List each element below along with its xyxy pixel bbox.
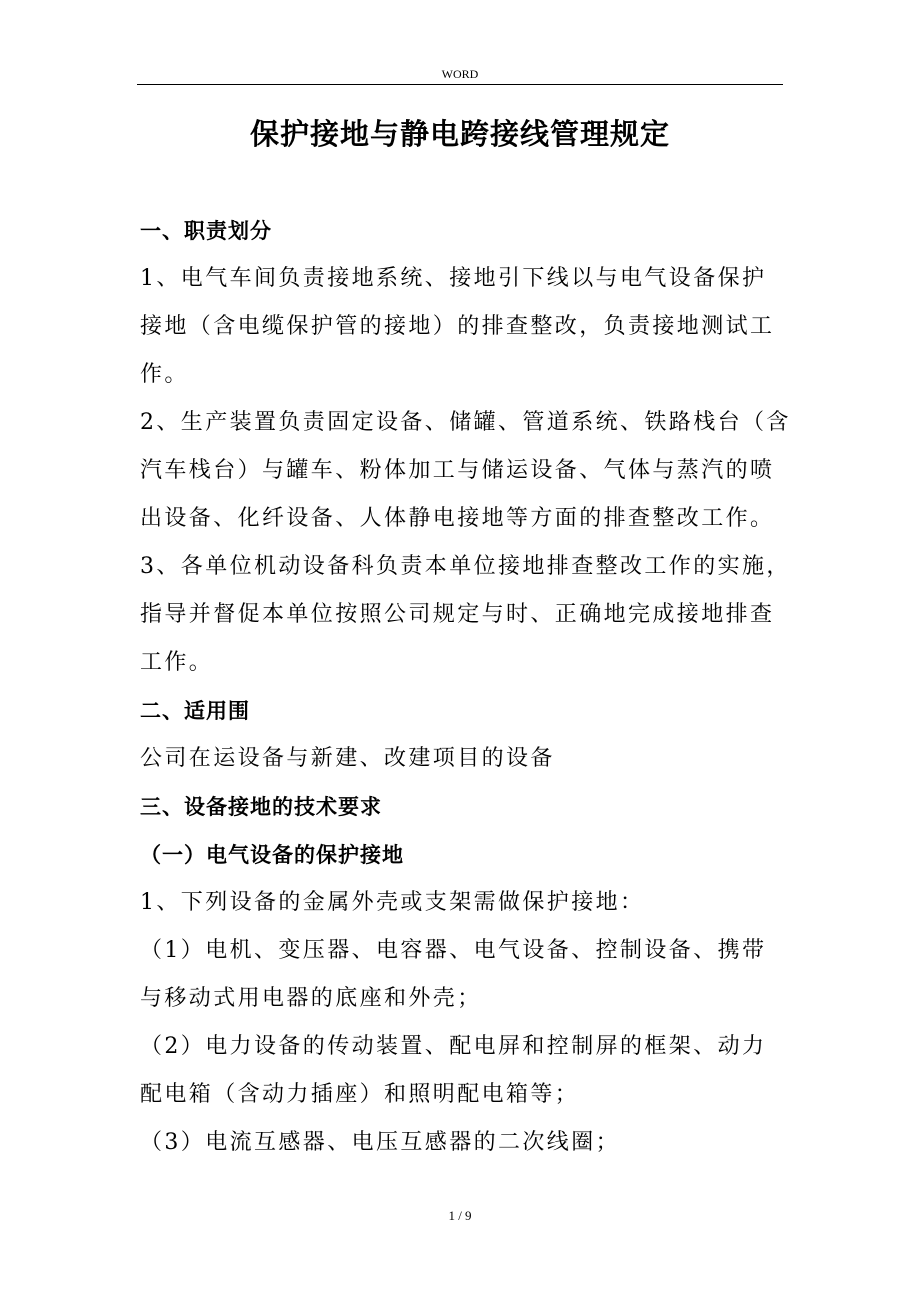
- paragraph-line: 2、生产装置负责固定设备、储罐、管道系统、铁路栈台（含: [140, 410, 791, 435]
- paragraph-line: 出设备、化纤设备、人体静电接地等方面的排查整改工作。: [140, 506, 775, 531]
- document-body: [140, 207, 790, 1167]
- paragraph-line: 汽车栈台）与罐车、粉体加工与储运设备、气体与蒸汽的喷: [140, 458, 775, 483]
- header-text: WORD: [441, 67, 479, 81]
- subsection-heading: （一）电气设备的保护接地: [140, 843, 404, 867]
- page-title: 保护接地与静电跨接线管理规定: [249, 117, 670, 151]
- paragraph-line: （2）电力设备的传动装置、配电屏和控制屏的框架、动力: [140, 1034, 767, 1059]
- page-number: 1 / 9: [448, 1208, 472, 1223]
- paragraph-line: 指导并督促本单位按照公司规定与时、正确地完成接地排查: [140, 602, 775, 627]
- paragraph-line: 1、电气车间负责接地系统、接地引下线以与电气设备保护: [140, 266, 767, 291]
- paragraph-line: 接地（含电缆保护管的接地）的排查整改，负责接地测试工: [140, 314, 775, 339]
- paragraph-line: 与移动式用电器的底座和外壳；: [140, 986, 482, 1011]
- section-heading: 三、设备接地的技术要求: [140, 795, 382, 819]
- section-heading: 二、适用围: [140, 699, 250, 723]
- paragraph-line: 配电箱（含动力插座）和照明配电箱等；: [140, 1082, 580, 1107]
- page-header: [137, 66, 783, 85]
- paragraph-line: （1）电机、变压器、电容器、电气设备、控制设备、携带: [140, 938, 767, 963]
- paragraph-line: 工作。: [140, 650, 214, 675]
- paragraph-line: （3）电流互感器、电压互感器的二次线圈；: [140, 1130, 620, 1155]
- paragraph-line: 作。: [140, 362, 189, 387]
- paragraph-line: 公司在运设备与新建、改建项目的设备: [140, 746, 555, 771]
- section-heading: 一、职责划分: [140, 219, 272, 243]
- page-footer: [0, 1208, 920, 1224]
- paragraph-line: 3、各单位机动设备科负责本单位接地排查整改工作的实施，: [140, 554, 791, 579]
- paragraph-line: 1、下列设备的金属外壳或支架需做保护接地：: [140, 890, 645, 915]
